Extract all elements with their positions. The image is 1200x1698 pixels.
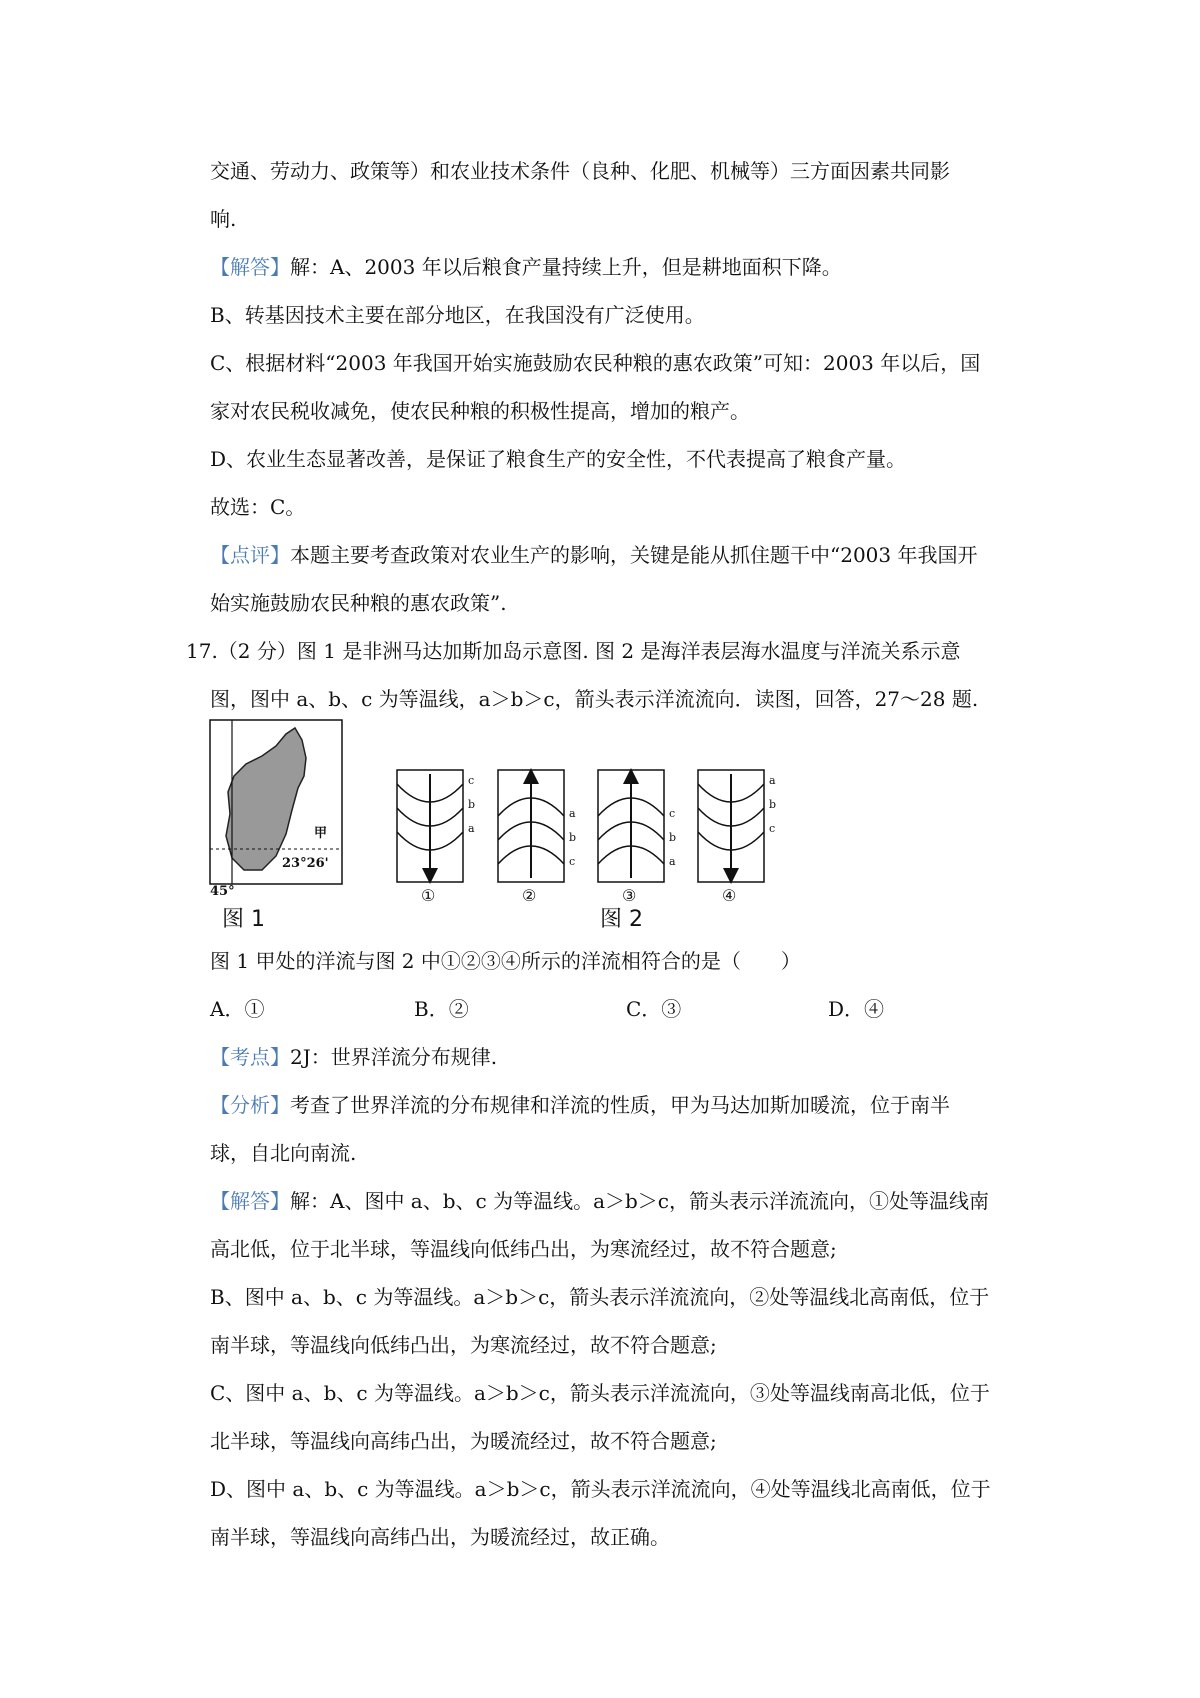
review-tag: 【点评】 <box>210 543 290 567</box>
panel-2 <box>498 770 564 882</box>
q16-answer-b: B、转基因技术主要在部分地区，在我国没有广泛使用。 <box>210 303 705 327</box>
q16-answer-c1: C、根据材料“2003 年我国开始实施鼓励农民种粮的惠农政策”可知：2003 年以后，国 <box>210 351 981 375</box>
q17-answer-c1: C、图中 a、b、c 为等温线。a＞b＞c，箭头表示洋流流向，③处等温线南高北低，位于 <box>210 1381 990 1405</box>
q16-choice: 故选：C。 <box>210 495 306 519</box>
fig1-caption: 图 1 <box>222 907 265 932</box>
panel-2-id: ② <box>522 886 537 905</box>
q16-answer-d: D、农业生态显著改善，是保证了粮食生产的安全性，不代表提高了粮食产量。 <box>210 447 907 471</box>
q17-answer-c2: 北半球，等温线向高纬凸出，为暖流经过，故不符合题意; <box>210 1429 717 1453</box>
fig2-caption: 图 2 <box>600 907 643 932</box>
answer-text: 解：A、图中 a、b、c 为等温线。a＞b＞c，箭头表示洋流流向，①处等温线南 <box>290 1189 990 1213</box>
panel-4-label-3: c <box>769 822 776 835</box>
q17-answer-d1: D、图中 a、b、c 为等温线。a＞b＞c，箭头表示洋流流向，④处等温线北高南低，位于 <box>210 1477 991 1501</box>
q17-answer-a1 <box>210 1187 1030 1215</box>
point-tag: 【考点】 <box>210 1045 290 1069</box>
option-d: D．④ <box>828 997 885 1021</box>
intro-line-1: 交通、劳动力、政策等）和农业技术条件（良种、化肥、机械等）三方面因素共同影 <box>210 159 950 183</box>
analysis-tag: 【分析】 <box>210 1093 290 1117</box>
panel-4-label-1: a <box>769 774 776 787</box>
panel-3-label-2: b <box>669 831 677 844</box>
place-label: 甲 <box>314 826 328 841</box>
lat-label: 23°26' <box>282 856 329 871</box>
option-c: C．③ <box>626 997 682 1021</box>
q17-question: 图 1 甲处的洋流与图 2 中①②③④所示的洋流相符合的是（ ） <box>210 949 801 973</box>
q16-review-2: 始实施鼓励农民种粮的惠农政策”. <box>210 591 507 615</box>
panel-3-label-3: a <box>669 855 676 868</box>
analysis-text: 考查了世界洋流的分布规律和洋流的性质，甲为马达加斯加暖流，位于南半 <box>290 1093 950 1117</box>
panel-1-label-3: a <box>468 822 475 835</box>
panel-4-id: ④ <box>722 886 737 905</box>
q17-point <box>210 1043 1030 1071</box>
lon-label: 45° <box>210 884 235 899</box>
q16-answer-a <box>210 253 1030 281</box>
panel-2-label-3: c <box>569 855 576 868</box>
panel-1-label-1: c <box>468 774 475 787</box>
option-a: A．① <box>210 997 265 1021</box>
intro-line-2: 响. <box>210 207 237 231</box>
q16-answer-c2: 家对农民税收减免，使农民种粮的积极性提高，增加的粮产。 <box>210 399 750 423</box>
option-b: B．② <box>414 997 469 1021</box>
panel-2-label-1: a <box>569 807 576 820</box>
point-text: 2J：世界洋流分布规律. <box>290 1045 498 1069</box>
q17-answer-b2: 南半球，等温线向低纬凸出，为寒流经过，故不符合题意; <box>210 1333 717 1357</box>
panel-3 <box>598 770 664 882</box>
panel-1-id: ① <box>421 886 436 905</box>
panel-4-label-2: b <box>769 798 777 811</box>
panel-3-label-1: c <box>669 807 676 820</box>
panel-3-id: ③ <box>622 886 637 905</box>
q17-figure <box>200 718 960 930</box>
review-text: 本题主要考查政策对农业生产的影响，关键是能从抓住题干中“2003 年我国开 <box>290 543 978 567</box>
answer-text: 解：A、2003 年以后粮食产量持续上升，但是耕地面积下降。 <box>290 255 842 279</box>
answer-tag: 【解答】 <box>210 1189 290 1213</box>
panel-1-label-2: b <box>468 798 476 811</box>
q17-stem-2: 图，图中 a、b、c 为等温线，a＞b＞c，箭头表示洋流流向．读图，回答，27～28 题. <box>210 687 979 711</box>
q17-stem-1: 17.（2 分）图 1 是非洲马达加斯加岛示意图. 图 2 是海洋表层海水温度与洋流关系示意 <box>186 639 961 663</box>
answer-tag: 【解答】 <box>210 255 290 279</box>
q17-answer-b1: B、图中 a、b、c 为等温线。a＞b＞c，箭头表示洋流流向，②处等温线北高南低，位于 <box>210 1285 990 1309</box>
panel-2-label-2: b <box>569 831 577 844</box>
q17-answer-a2: 高北低，位于北半球，等温线向低纬凸出，为寒流经过，故不符合题意; <box>210 1237 837 1261</box>
panel-4 <box>698 770 764 882</box>
panel-1 <box>397 770 463 882</box>
q17-analysis-2: 球，自北向南流. <box>210 1141 357 1165</box>
q17-answer-d2: 南半球，等温线向高纬凸出，为暖流经过，故正确。 <box>210 1525 670 1549</box>
q16-review-1 <box>210 541 1030 569</box>
q17-analysis-1 <box>210 1091 1030 1119</box>
